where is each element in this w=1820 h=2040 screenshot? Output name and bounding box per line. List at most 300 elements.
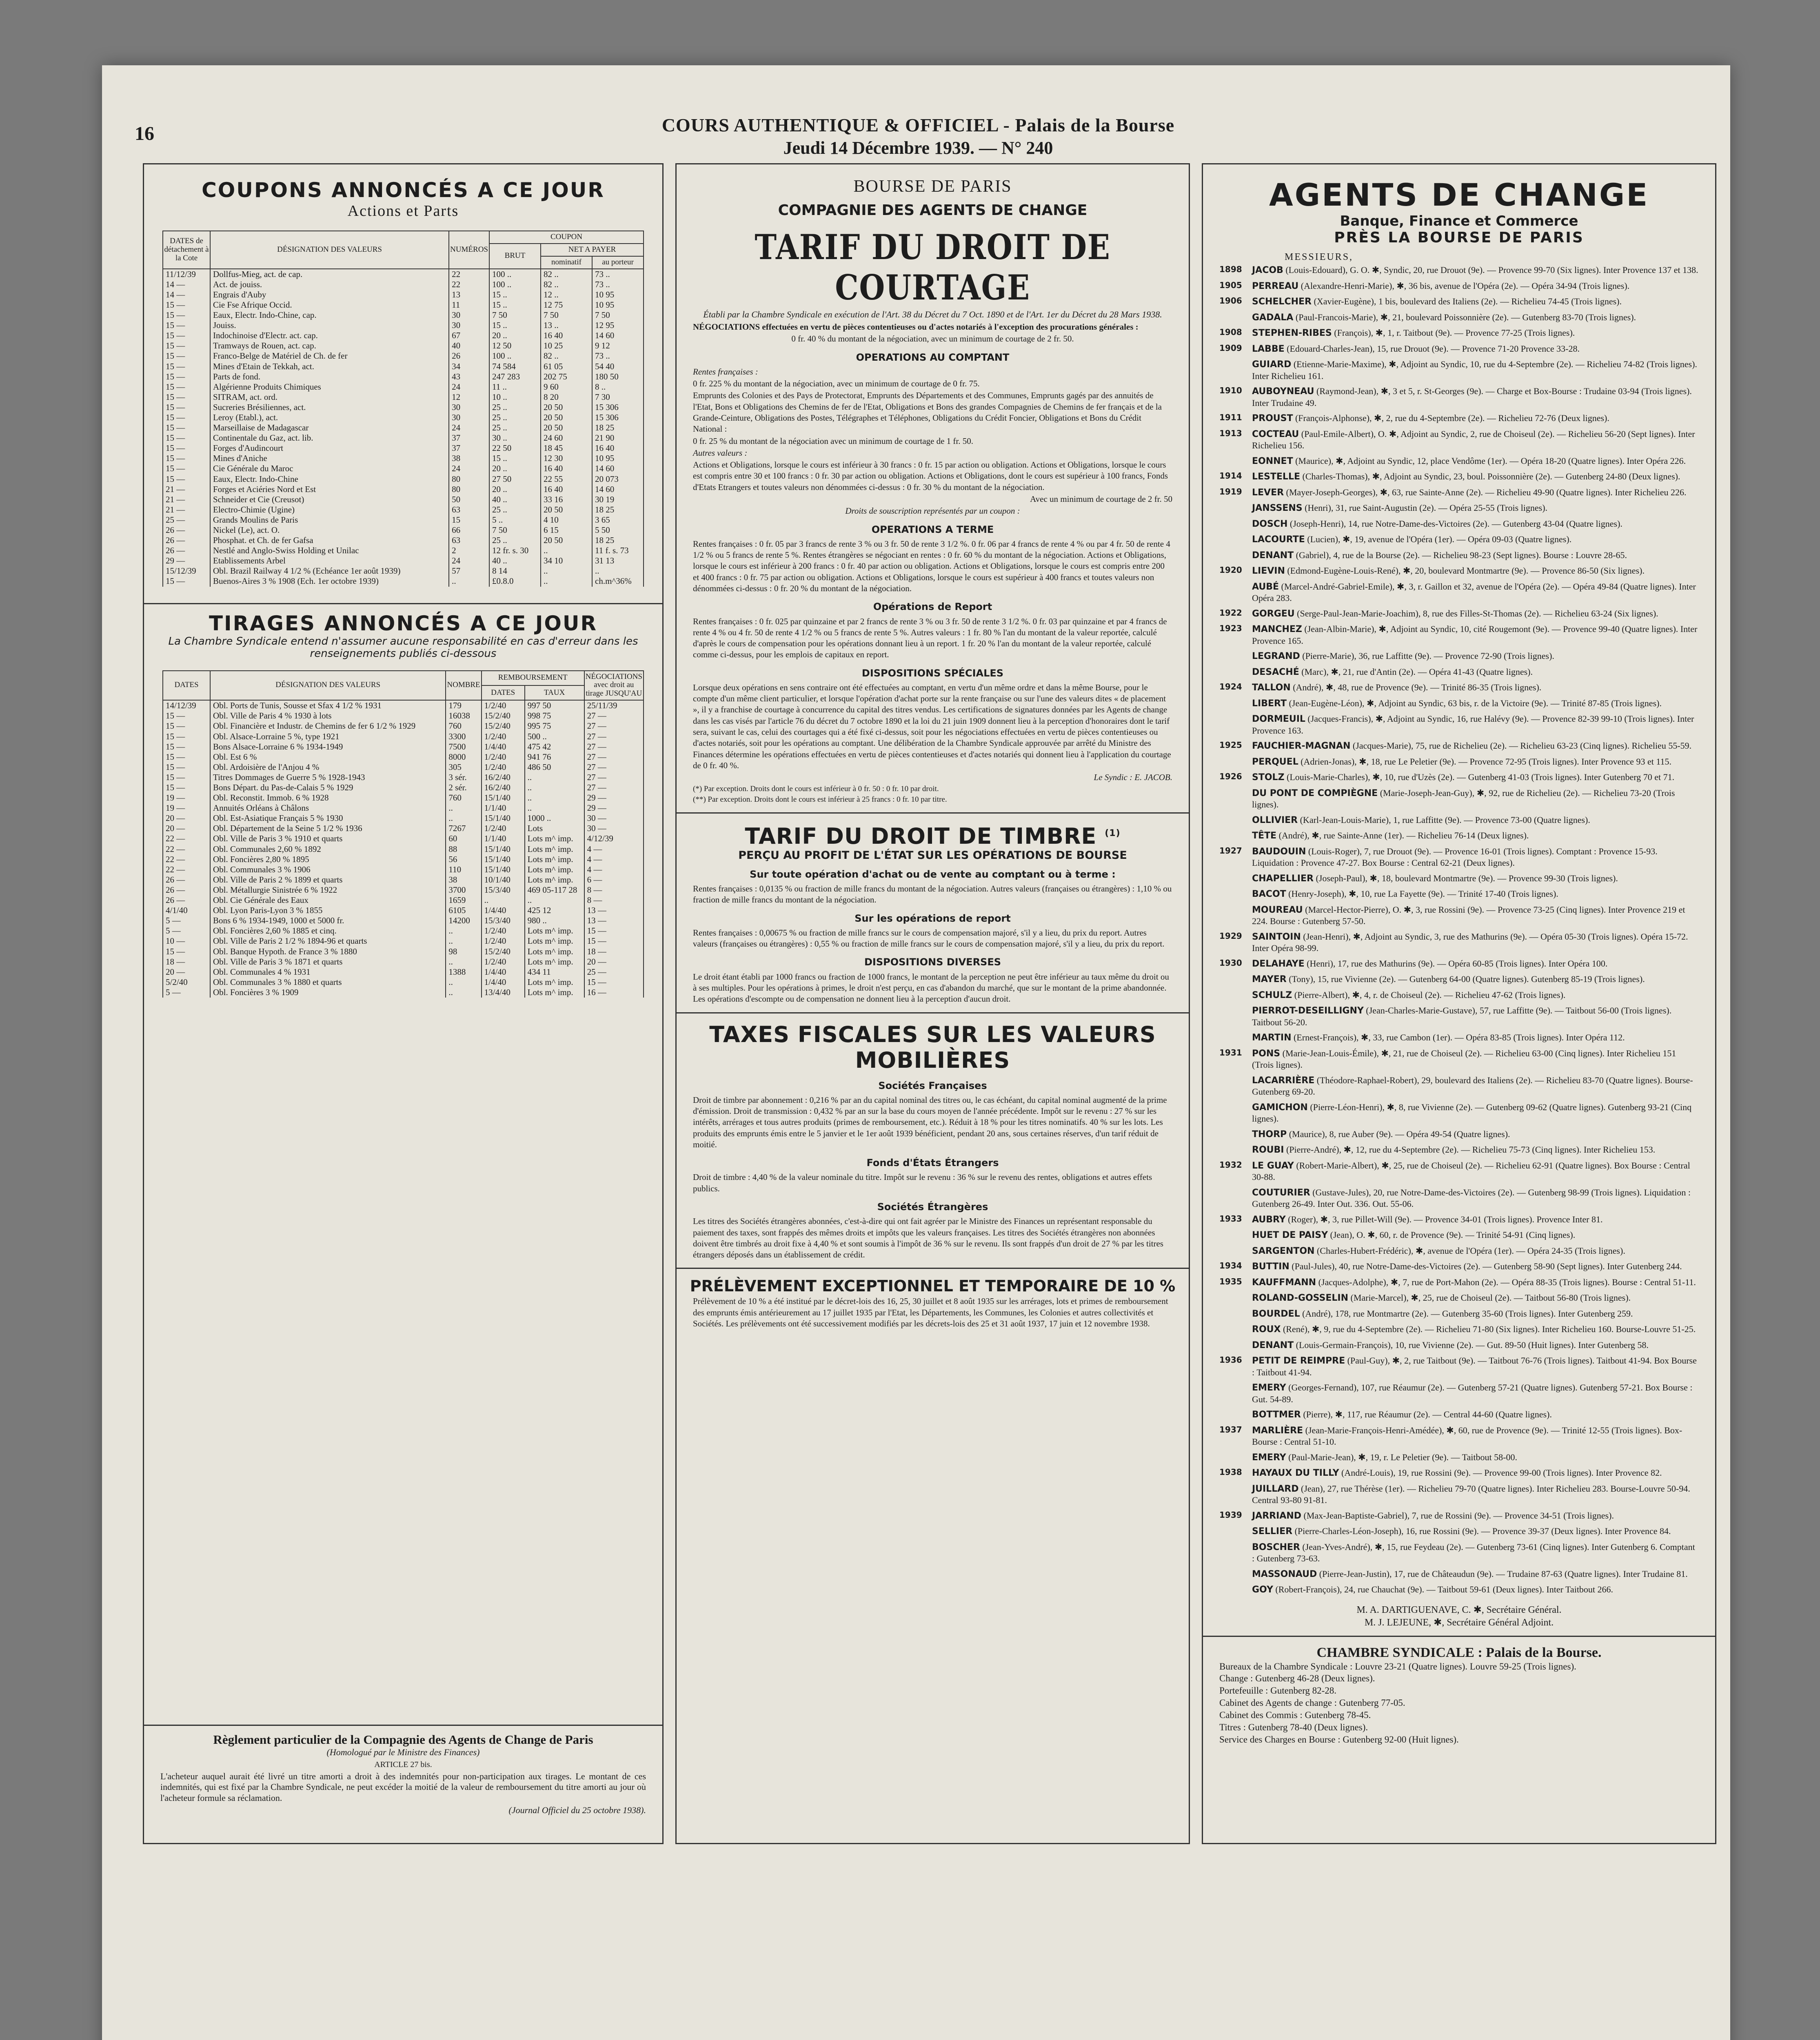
table-row: [163, 772, 644, 783]
cell-nom: 20 50: [541, 423, 592, 433]
agent-entry: [1252, 581, 1699, 604]
list-item: [1219, 386, 1699, 408]
coupons-col-designation: DÉSIGNATION DES VALEURS: [210, 231, 449, 269]
agent-name: GAMICHON: [1252, 1102, 1308, 1113]
cell-d: 14 —: [163, 279, 210, 290]
agent-entry: [1252, 1483, 1699, 1506]
secretaire-2: M. J. LEJEUNE, ✱, Secrétaire Général Adjoint.: [1364, 1617, 1554, 1628]
cell-b: 15 ..: [489, 290, 541, 300]
cell-t: ..: [525, 803, 584, 813]
agent-details: (Raymond-Jean), ✱, 3 et 5, r. St-Georges (9e). — Charge et Box-Bourse : Trudaine 03-94 (Trois lignes). Inter Trudaine 49.: [1252, 386, 1692, 408]
cell-n: Obl. Brazil Railway 4 1/2 % (Echéance 1er août 1939): [210, 566, 449, 576]
agent-entry: [1252, 1214, 1699, 1226]
cell-b: 7 50: [489, 310, 541, 320]
table-row: [163, 463, 644, 474]
coupons-subtitle: Actions et Parts: [347, 202, 459, 220]
agent-details: (Henri), 17, rue des Mathurins (9e). — Opéra 60-85 (Trois lignes). Inter Opéra 100.: [1307, 958, 1608, 969]
cell-no: 66: [449, 525, 489, 535]
agent-details: (Charles-Hubert-Frédéric), ✱, avenue de l'Opéra (1er). — Opéra 24-35 (Trois lignes).: [1316, 1245, 1625, 1256]
cell-nb: 2 sér.: [446, 783, 481, 793]
list-item: [1219, 1355, 1699, 1378]
agent-year: [1219, 1308, 1252, 1320]
cell-n: Engrais d'Auby: [210, 290, 449, 300]
cell-b: 15 ..: [489, 320, 541, 330]
dispositions-heading: DISPOSITIONS SPÉCIALES: [861, 667, 1004, 679]
agent-entry: [1252, 386, 1699, 408]
agent-details: (Maurice), ✱, Adjoint au Syndic, 12, place Vendôme (1er). — Opéra 18-20 (Quatre lignes). Inter Opéra 226.: [1295, 455, 1686, 466]
cell-b: 74 584: [489, 361, 541, 372]
cell-n: Obl. Ville de Paris 3 % 1910 et quarts: [210, 834, 446, 844]
agent-entry: [1252, 359, 1699, 381]
cell-p: 10 95: [592, 300, 644, 310]
agent-details: (Paul-Emile-Albert), O. ✱, Adjoint au Syndic, 2, rue de Choiseul (2e). — Richelieu 56-20 (Sept lignes). Inter Richelieu 156.: [1252, 428, 1695, 450]
list-item: [1219, 666, 1699, 678]
agent-name: ROUX: [1252, 1324, 1281, 1335]
tirages-subtitle: La Chambre Syndicale entend n'assumer aucune responsabilité en cas d'erreur dans les renseignements publiés ci-dessous: [168, 635, 638, 660]
agent-year: [1219, 550, 1252, 561]
agent-name: MARTIN: [1252, 1033, 1292, 1043]
agent-entry: [1252, 343, 1699, 355]
cell-b: 100 ..: [489, 279, 541, 290]
cell-b: £0.8.0: [489, 576, 541, 586]
cell-nb: 110: [446, 865, 481, 875]
cell-d: 15 —: [163, 772, 210, 783]
table-row: [163, 732, 644, 742]
cell-b: 247 283: [489, 372, 541, 382]
tirages-col-taux: TAUX: [525, 685, 584, 700]
agent-year: [1219, 666, 1252, 678]
list-item: [1219, 1075, 1699, 1098]
chambre-syndicale-lines: [1203, 1661, 1715, 1746]
cell-nb: ..: [446, 813, 481, 823]
cell-nom: 12 75: [541, 300, 592, 310]
divider: [677, 812, 1189, 814]
agent-details: (Marcel-André-Gabriel-Emile), ✱, 3, r. Gaillon et 32, avenue de l'Opéra (2e). — Opéra 49-84 (Quatre lignes). Inter Opéra 283.: [1252, 581, 1696, 603]
tirages-col-rdates: DATES: [482, 685, 525, 700]
list-item: [1219, 1324, 1699, 1335]
cell-j: 15 —: [584, 926, 644, 936]
agent-year: [1219, 1382, 1252, 1405]
cell-j: 27 —: [584, 772, 644, 783]
cell-no: 34: [449, 361, 489, 372]
cell-nb: 1659: [446, 895, 481, 905]
cell-no: 63: [449, 535, 489, 545]
cell-nom: 24 60: [541, 433, 592, 443]
cell-d: 26 —: [163, 885, 210, 895]
cell-n: Obl. Communales 4 % 1931: [210, 967, 446, 977]
cell-d: 15 —: [163, 947, 210, 957]
agent-year: [1219, 888, 1252, 900]
cell-b: 25 ..: [489, 402, 541, 412]
cell-n: Mines d'Etain de Tekkah, act.: [210, 361, 449, 372]
agent-year: 1935: [1219, 1276, 1242, 1286]
table-row: [163, 844, 644, 854]
cell-n: Obl. Est 6 %: [210, 752, 446, 762]
cell-no: 38: [449, 453, 489, 463]
agent-entry: [1252, 502, 1699, 514]
agent-entry: [1252, 1510, 1699, 1522]
agent-name: SAINTOIN: [1252, 931, 1301, 942]
cell-no: 11: [449, 300, 489, 310]
cell-p: 14 60: [592, 330, 644, 341]
cell-nom: 9 60: [541, 382, 592, 392]
agent-details: (Adrien-Jonas), ✱, 18, rue Le Peletier (9e). — Provence 72-95 (Trois lignes). Inter Provence 93 et 115.: [1301, 756, 1672, 767]
cell-rd: 15/2/40: [482, 721, 525, 731]
cell-p: 9 12: [592, 341, 644, 351]
table-row: [163, 351, 644, 361]
cell-n: Obl. Département de la Seine 5 1/2 % 1936: [210, 823, 446, 834]
cell-no: 63: [449, 505, 489, 515]
cell-p: 18 25: [592, 423, 644, 433]
agent-name: AUBÉ: [1252, 581, 1279, 592]
agent-year: 1926: [1219, 772, 1242, 781]
agent-details: (Paul-Guy), ✱, 2, rue Taitbout (9e). — Taitbout 76-76 (Trois lignes). Taitbout 41-94. Box Bourse : Taitbout 41-94.: [1252, 1355, 1697, 1377]
cell-t: Lots m^ imp.: [525, 844, 584, 854]
list-item: [1219, 296, 1699, 308]
agent-year: [1219, 1483, 1252, 1506]
agent-details: (Edouard-Charles-Jean), 15, rue Drouot (9e). — Provence 71-20 Provence 33-28.: [1287, 343, 1580, 354]
cell-j: 27 —: [584, 742, 644, 752]
cell-t: 486 50: [525, 762, 584, 772]
table-row: [163, 721, 644, 731]
cell-p: 14 60: [592, 463, 644, 474]
cell-n: Obl. Communales 2,60 % 1892: [210, 844, 446, 854]
agent-entry: [1252, 1324, 1699, 1335]
agent-year: [1219, 1409, 1252, 1421]
list-item: [1219, 989, 1699, 1001]
table-row: [163, 813, 644, 823]
agent-details: (François), ✱, 1, r. Taitbout (9e). — Provence 77-25 (Trois lignes).: [1334, 328, 1575, 338]
table-row: [163, 515, 644, 525]
tarif-etabli: Établi par la Chambre Syndicale en exécution de l'Art. 38 du Décret du 7 Oct. 1890 et de l'Art. 1er du Décret du 28 Mars 1938.: [703, 309, 1162, 319]
cell-p: 3 65: [592, 515, 644, 525]
timbre-s3-text: Le droit étant établi par 1000 francs ou fraction de 1000 francs, le montant de la perception ne peut être inférieur au taux même du droit ou à ses multiples. Pour les opérations à primes, le droit n'est perçu, en cas d'abandon du marché, que sur le montant de la prime abandonnée. Les opérations d'escompte ou de compensation ne donnent lieu à la perception d'aucun droit.: [693, 971, 1169, 1004]
cell-j: 25 —: [584, 967, 644, 977]
cell-n: Obl. Ville de Paris 3 % 1871 et quarts: [210, 957, 446, 967]
cell-t: Lots m^ imp.: [525, 834, 584, 844]
cell-j: 30 —: [584, 823, 644, 834]
list-item: [1219, 359, 1699, 381]
table-row: [163, 793, 644, 803]
cell-t: ..: [525, 793, 584, 803]
taxes-body: [677, 1080, 1189, 1261]
tarif-courtage-title: TARIF DU DROIT DE COURTAGE: [755, 227, 1111, 308]
chambre-line: Titres : Gutenberg 78-40 (Deux lignes).: [1219, 1722, 1368, 1732]
cell-nb: 3 sér.: [446, 772, 481, 783]
table-row: [163, 752, 644, 762]
cell-n: Cie Générale du Maroc: [210, 463, 449, 474]
divider: [677, 1012, 1189, 1013]
agent-details: (Alexandre-Henri-Marie), ✱, 36 bis, avenue de l'Opéra (2e). — Opéra 34-94 (Trois lignes).: [1301, 280, 1630, 291]
cell-t: 980 ..: [525, 916, 584, 926]
list-item: [1219, 698, 1699, 710]
cell-t: Lots m^ imp.: [525, 854, 584, 865]
syndic-signature: Le Syndic : E. JACOB.: [1094, 772, 1172, 783]
cell-nom: 202 75: [541, 372, 592, 382]
agent-year: [1219, 359, 1252, 381]
table-row: [163, 300, 644, 310]
taxes-title: TAXES FISCALES SUR LES VALEURS MOBILIÈRES: [709, 1021, 1156, 1073]
list-item: [1219, 534, 1699, 545]
coupons-col-porteur: au porteur: [592, 256, 644, 269]
agent-name: DU PONT DE COMPIÈGNE: [1252, 788, 1378, 798]
table-row: [163, 474, 644, 484]
agent-details: (Pierre), ✱, 117, rue Réaumur (2e). — Central 44-60 (Quatre lignes).: [1303, 1409, 1552, 1419]
cell-t: 475 42: [525, 742, 584, 752]
cell-no: 30: [449, 310, 489, 320]
cell-b: 25 ..: [489, 412, 541, 423]
chambre-line: Bureaux de la Chambre Syndicale : Louvre 23-21 (Quatre lignes). Louvre 59-25 (Trois lignes).: [1219, 1661, 1576, 1672]
cell-b: 8 14: [489, 566, 541, 576]
list-item: [1219, 1102, 1699, 1124]
cell-nb: 7267: [446, 823, 481, 834]
cell-n: Sucreries Brésiliennes, act.: [210, 402, 449, 412]
cell-rd: 13/4/40: [482, 987, 525, 998]
cell-n: Eaux, Electr. Indo-Chine: [210, 474, 449, 484]
cell-d: 25 —: [163, 515, 210, 525]
list-item: [1219, 487, 1699, 499]
list-item: [1219, 787, 1699, 810]
table-row: [163, 372, 644, 382]
cell-n: Nestlé and Anglo-Swiss Holding et Unilac: [210, 545, 449, 556]
reglement-homologue: (Homologué par le Ministre des Finances): [326, 1747, 480, 1757]
coupons-col-dates: DATES de détachement à la Cote: [163, 231, 210, 269]
cell-p: 73 ..: [592, 351, 644, 361]
page-header: [571, 114, 1265, 158]
emprunts-text: Emprunts des Colonies et des Pays de Protectorat, Emprunts des Départements et des Communes, Emprunts gagés par des annuités de l'Etat, Bons et Obligations des Chemins de fer de l'Etat, Obligations et Bons des grandes Compagnies de Chemins de fer français et de la Grande-Ceinture, Obligations des Postes, Télégraphes et Téléphones, Obligations du Crédit Foncier, Obligations et Bons du Crédit National :: [693, 390, 1162, 434]
agent-year: 1939: [1219, 1510, 1242, 1520]
agent-name: DORMEUIL: [1252, 714, 1305, 724]
agent-name: LACARRIÈRE: [1252, 1075, 1315, 1086]
agents-column: [1202, 163, 1716, 1844]
table-row: [163, 957, 644, 967]
cell-b: 11 ..: [489, 382, 541, 392]
list-item: [1219, 1339, 1699, 1351]
agent-entry: [1252, 973, 1699, 985]
cell-nom: 16 40: [541, 330, 592, 341]
agent-details: (Jacques-Marie), 75, rue de Richelieu (2e). — Richelieu 63-23 (Cinq lignes). Richelieu 55-59.: [1352, 741, 1692, 751]
header-date: Jeudi 14 Décembre 1939. — N° 240: [783, 138, 1053, 158]
agent-name: OLLIVIER: [1252, 815, 1298, 825]
agent-entry: [1252, 264, 1699, 276]
cell-nb: ..: [446, 987, 481, 998]
list-item: [1219, 1425, 1699, 1448]
agent-year: 1919: [1219, 486, 1242, 497]
agent-name: SCHELCHER: [1252, 297, 1312, 307]
cell-n: Marseillaise de Madagascar: [210, 423, 449, 433]
agent-details: (Pierre-André), ✱, 12, rue du 4-Septembre (2e). — Richelieu 75-73 (Cinq lignes). Inter Richelieu 153.: [1286, 1144, 1656, 1155]
cell-nb: 88: [446, 844, 481, 854]
tirages-col-designation: DÉSIGNATION DES VALEURS: [210, 671, 446, 701]
agent-entry: [1252, 1160, 1699, 1183]
list-item: [1219, 1160, 1699, 1183]
cell-n: Phosphat. et Ch. de fer Gafsa: [210, 535, 449, 545]
cell-nom: 20 50: [541, 412, 592, 423]
timbre-s1-text: Rentes françaises : 0,0135 % ou fraction de mille francs du montant de la négociation. Autres valeurs (françaises ou étrangères) : 1,10 % ou fraction de mille francs du montant de la négociation.: [693, 884, 1172, 905]
cell-b: 25 ..: [489, 505, 541, 515]
table-row: [163, 290, 644, 300]
cell-n: Obl. Foncières 3 % 1909: [210, 987, 446, 998]
cell-no: 24: [449, 423, 489, 433]
cell-p: 30 19: [592, 494, 644, 505]
cell-no: 13: [449, 290, 489, 300]
list-item: [1219, 1483, 1699, 1506]
cell-p: 20 073: [592, 474, 644, 484]
agents-title: AGENTS DE CHANGE: [1269, 177, 1649, 213]
cell-d: 15 —: [163, 392, 210, 402]
list-item: [1219, 608, 1699, 620]
cell-no: 80: [449, 484, 489, 494]
cell-n: Bons Alsace-Lorraine 6 % 1934-1949: [210, 742, 446, 752]
cell-p: 54 40: [592, 361, 644, 372]
agent-details: (Charles-Thomas), ✱, Adjoint au Syndic, 23, boul. Poissonnière (2e). — Gutenberg 24-80 (Deux lignes).: [1302, 471, 1680, 481]
agent-name: AUBOYNEAU: [1252, 386, 1314, 397]
list-item: [1219, 1144, 1699, 1156]
cell-d: 15 —: [163, 412, 210, 423]
table-row: [163, 987, 644, 998]
list-item: [1219, 772, 1699, 783]
cell-n: Titres Dommages de Guerre 5 % 1928-1943: [210, 772, 446, 783]
agent-name: BACOT: [1252, 889, 1286, 899]
cell-p: 14 60: [592, 484, 644, 494]
agent-details: (Henri), 31, rue Saint-Augustin (2e). — Opéra 25-55 (Trois lignes).: [1305, 503, 1548, 513]
autres-label: Autres valeurs :: [693, 448, 748, 458]
rentes-fr-label: Rentes françaises :: [693, 366, 758, 377]
cell-t: 1000 ..: [525, 813, 584, 823]
agent-entry: [1252, 1425, 1699, 1448]
cell-no: 80: [449, 474, 489, 484]
cell-n: Leroy (Etabl.), act.: [210, 412, 449, 423]
cell-d: 18 —: [163, 957, 210, 967]
cell-nb: 60: [446, 834, 481, 844]
cell-n: Parts de fond.: [210, 372, 449, 382]
agent-year: [1219, 1584, 1252, 1596]
table-row: [163, 895, 644, 905]
list-item: [1219, 1526, 1699, 1537]
cell-n: Cie Fse Afrique Occid.: [210, 300, 449, 310]
list-item: [1219, 973, 1699, 985]
cell-n: Obl. Foncières 2,80 % 1895: [210, 854, 446, 865]
cell-nom: 6 15: [541, 525, 592, 535]
list-item: [1219, 455, 1699, 467]
agent-details: (Jean-Charles-Marie-Gustave), 57, rue Laffitte (9e). — Taitbout 56-00 (Trois lignes). Taitbout 56-20.: [1252, 1005, 1672, 1027]
agent-name: LIBERT: [1252, 698, 1287, 709]
table-row: [163, 545, 644, 556]
cell-b: 40 ..: [489, 556, 541, 566]
agent-year: 1922: [1219, 608, 1242, 618]
coupons-col-numeros: NUMÉROS: [449, 231, 489, 269]
prelevement-text: Prélèvement de 10 % a été institué par le décret-lois des 16, 25, 30 juillet et 8 août 1935 sur les arrérages, lots et primes de remboursement des emprunts émis antérieurement au 17 juillet 1935 par l'Etat, les Départements, les Communes, les Colonies et autres collectivités et Sociétés. Les prélèvements ont été successivement modifiés par les décrets-lois des 25 et 31 août 1937, 17 juin et 12 novembre 1938.: [693, 1296, 1168, 1328]
table-row: [163, 875, 644, 885]
agent-name: ROUBI: [1252, 1145, 1284, 1155]
header-title: COURS AUTHENTIQUE & OFFICIEL - Palais de la Bourse: [661, 115, 1175, 135]
cell-d: 19 —: [163, 793, 210, 803]
agent-year: [1219, 312, 1252, 324]
cell-d: 15 —: [163, 576, 210, 586]
cell-rd: 15/1/40: [482, 793, 525, 803]
agent-details: (Louis-Marie-Charles), ✱, 10, rue d'Uzès (2e). — Gutenberg 41-03 (Trois lignes). Inter Gutenberg 70 et 71.: [1287, 772, 1675, 782]
agent-name: MARLIÈRE: [1252, 1425, 1303, 1436]
cell-no: 50: [449, 494, 489, 505]
agent-year: [1219, 1075, 1252, 1098]
agent-name: PONS: [1252, 1048, 1281, 1059]
cell-b: 7 50: [489, 525, 541, 535]
agent-details: (Jacques-Adolphe), ✱, 7, rue de Port-Mahon (2e). — Opéra 88-35 (Trois lignes). Bourse : Central 51-11.: [1318, 1277, 1696, 1287]
cell-n: Act. de jouiss.: [210, 279, 449, 290]
cell-n: Electro-Chimie (Ugine): [210, 505, 449, 515]
table-row: [163, 443, 644, 453]
agent-details: (Jean-Albin-Marie), ✱, Adjoint au Syndic, 10, cité Rougemont (9e). — Provence 99-40 (Quatre lignes). Inter Provence 165.: [1252, 624, 1698, 646]
list-item: [1219, 1261, 1699, 1273]
cell-n: Obl. Ardoisière de l'Anjou 4 %: [210, 762, 446, 772]
coupons-col-net: NET A PAYER: [541, 244, 644, 256]
cell-p: 18 25: [592, 505, 644, 515]
list-item: [1219, 1541, 1699, 1564]
list-item: [1219, 1229, 1699, 1241]
cell-no: 30: [449, 402, 489, 412]
cell-n: Obl. Banque Hypoth. de France 3 % 1880: [210, 947, 446, 957]
agent-entry: [1252, 455, 1699, 467]
cell-p: 7 50: [592, 310, 644, 320]
ops-report-heading: Opérations de Report: [873, 601, 992, 613]
chambre-line: Portefeuille : Gutenberg 82-28.: [1219, 1685, 1337, 1696]
report-text: Rentes françaises : 0 fr. 025 par quinzaine et par 2 francs de rente 3 % ou 3 fr. 50 de rente 3 1/2 %. 0 fr. 03 par quinzaine et par 4 francs de rente 4 % ou 4 fr. 50 de rente 4 1/2 % ou 5 francs de rente 5 %. Autres valeurs : 1 fr. 80 % l'an du montant de la valeur reportée, calculé d'après le cours de compensation pour les opérations donnant lieu à un report. 1 fr. 20 % l'an du montant de la valeur reportée, calculé comme ci-dessus, pour les emplois de capitaux en report.: [693, 616, 1167, 660]
cell-n: Obl. Lyon Paris-Lyon 3 % 1855: [210, 905, 446, 916]
list-item: [1219, 312, 1699, 324]
cell-d: 5 —: [163, 987, 210, 998]
agent-name: SARGENTON: [1252, 1246, 1315, 1256]
agent-year: [1219, 1292, 1252, 1304]
cell-d: 5 —: [163, 916, 210, 926]
cell-rd: 1/1/40: [482, 834, 525, 844]
agent-year: [1219, 698, 1252, 710]
cell-n: Mines d'Aniche: [210, 453, 449, 463]
agent-year: [1219, 814, 1252, 826]
table-row: [163, 977, 644, 987]
agent-year: 1930: [1219, 958, 1242, 968]
agent-details: (Jacques-Francis), ✱, Adjoint au Syndic, 16, rue Halévy (9e). — Provence 82-39 99-10 (Trois lignes). Inter Provence 163.: [1252, 714, 1694, 736]
cell-nom: 10 25: [541, 341, 592, 351]
agent-entry: [1252, 1245, 1699, 1257]
agent-entry: [1252, 772, 1699, 783]
cell-rd: 1/2/40: [482, 752, 525, 762]
list-item: [1219, 814, 1699, 826]
list-item: [1219, 904, 1699, 927]
cell-t: Lots m^ imp.: [525, 875, 584, 885]
cell-nom: 20 50: [541, 535, 592, 545]
agent-details: (Lucien), ✱, 19, avenue de l'Opéra (1er). — Opéra 09-03 (Quatre lignes).: [1307, 534, 1572, 544]
list-item: [1219, 873, 1699, 885]
timbre-title: TARIF DU DROIT DE TIMBRE $^{(1)}$: [745, 823, 1121, 849]
list-item: [1219, 502, 1699, 514]
chambre-line: Service des Charges en Bourse : Gutenberg 92-00 (Huit lignes).: [1219, 1734, 1459, 1745]
agent-entry: [1252, 1467, 1699, 1479]
cell-no: 37: [449, 443, 489, 453]
table-row: [163, 803, 644, 813]
cell-nb: 7500: [446, 742, 481, 752]
taxes-fr-heading: Sociétés Françaises: [878, 1080, 987, 1091]
agent-entry: [1252, 1568, 1699, 1580]
cell-t: 434 11: [525, 967, 584, 977]
reglement-text: L'acheteur auquel aurait été livré un titre amorti a droit à des indemnités pour non-participation aux tirages. Le montant de ces indemnités, qui est fixé par la Chambre Syndicale, ne peut excéder la moitié de la valeur de remboursement du titre amorti au jour où l'acheteur formule sa réclamation.: [160, 1771, 646, 1803]
cell-d: 15 —: [163, 341, 210, 351]
agent-details: (Georges-Fernand), 107, rue Réaumur (2e). — Gutenberg 57-21 (Quatre lignes). Gutenberg 57-21. Box Bourse : Gut. 54-89.: [1252, 1382, 1693, 1404]
list-item: [1219, 565, 1699, 577]
cell-rd: 15/1/40: [482, 865, 525, 875]
cell-d: 10 —: [163, 936, 210, 946]
list-item: [1219, 888, 1699, 900]
agent-details: (Gabriel), 4, rue de la Bourse (2e). — Richelieu 98-23 (Sept lignes). Bourse : Louvre 28-65.: [1296, 550, 1627, 560]
